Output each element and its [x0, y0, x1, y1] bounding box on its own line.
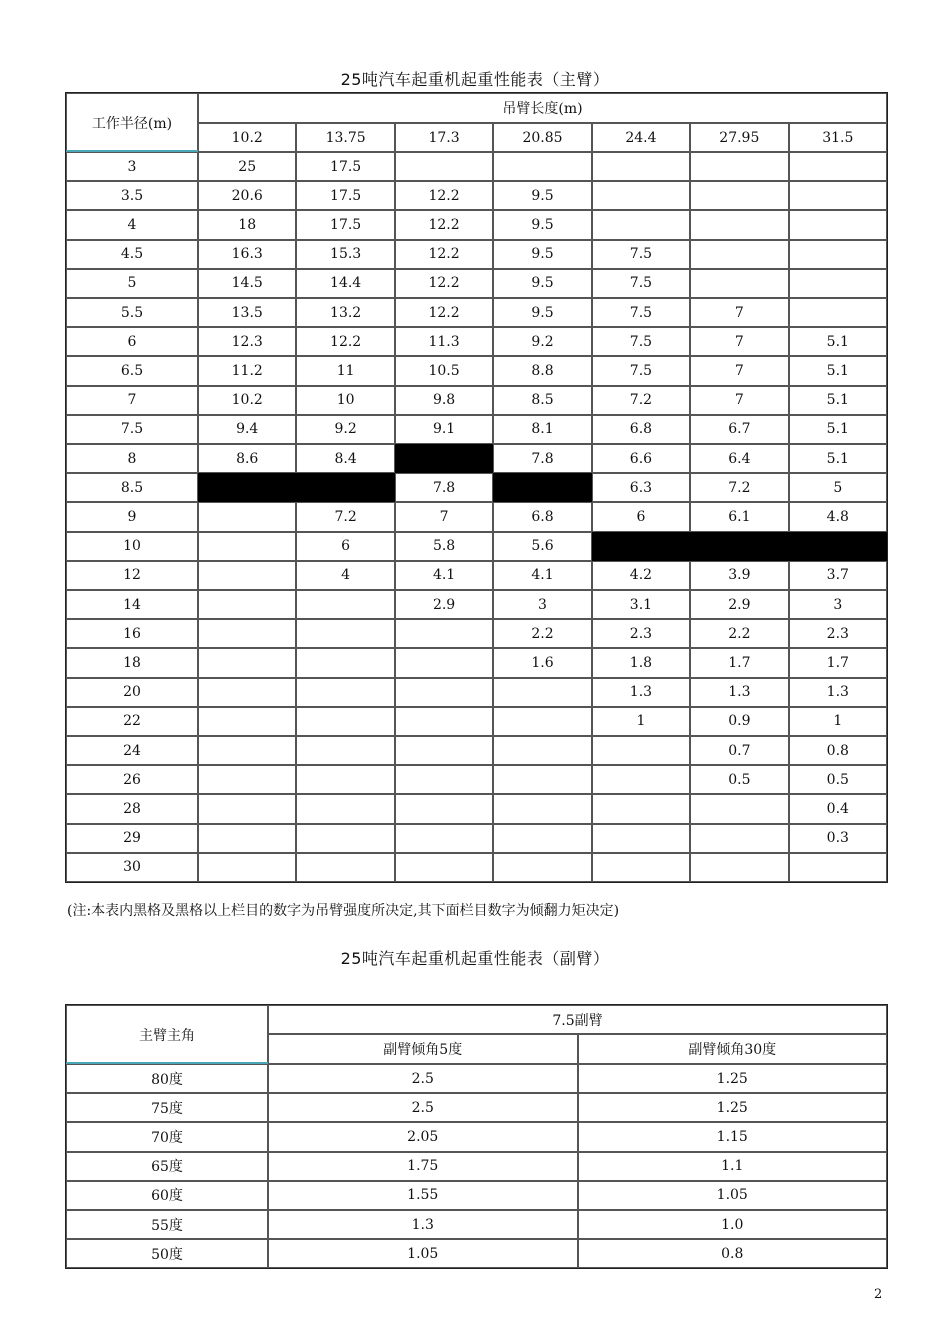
capacity-cell: 9.5	[493, 298, 591, 327]
radius-cell: 30	[66, 853, 198, 882]
jib-capacity-cell: 1.25	[578, 1093, 888, 1122]
capacity-cell: 1.7	[690, 648, 788, 677]
strength-limit-cell	[592, 532, 690, 561]
radius-cell: 22	[66, 707, 198, 736]
boom-length-col-header: 31.5	[789, 123, 887, 152]
capacity-cell: 7	[690, 386, 788, 415]
jib-angle-col-header: 副臂倾角30度	[578, 1034, 888, 1064]
capacity-cell: 4.2	[592, 561, 690, 590]
capacity-cell	[296, 853, 394, 882]
capacity-cell: 10.5	[395, 356, 493, 385]
capacity-cell	[592, 853, 690, 882]
radius-cell: 18	[66, 648, 198, 677]
capacity-cell: 5.1	[789, 356, 887, 385]
main-table-title: 25吨汽车起重机起重性能表（主臂）	[340, 70, 610, 89]
capacity-cell	[198, 824, 296, 853]
boom-length-header: 吊臂长度(m)	[198, 93, 887, 123]
capacity-cell	[296, 590, 394, 619]
page-number: 2	[874, 1287, 883, 1302]
capacity-cell: 14.4	[296, 269, 394, 298]
capacity-cell	[592, 210, 690, 239]
capacity-cell: 6.6	[592, 444, 690, 473]
capacity-cell: 7	[395, 502, 493, 531]
radius-cell: 6.5	[66, 356, 198, 385]
radius-cell: 26	[66, 765, 198, 794]
jib-capacity-cell: 1.1	[578, 1152, 888, 1181]
capacity-cell: 4.1	[395, 561, 493, 590]
radius-cell: 3.5	[66, 181, 198, 210]
capacity-cell: 13.2	[296, 298, 394, 327]
boom-angle-cell: 55度	[66, 1210, 268, 1239]
capacity-cell: 7.2	[296, 502, 394, 531]
capacity-cell	[198, 794, 296, 823]
capacity-cell: 12.2	[395, 181, 493, 210]
capacity-cell: 17.5	[296, 152, 394, 181]
boom-length-col-header: 24.4	[592, 123, 690, 152]
capacity-cell	[296, 619, 394, 648]
radius-cell: 24	[66, 736, 198, 765]
capacity-cell: 7	[690, 356, 788, 385]
capacity-cell	[198, 561, 296, 590]
radius-cell: 5.5	[66, 298, 198, 327]
capacity-cell: 12.2	[395, 298, 493, 327]
boom-angle-header: 主臂主角	[66, 1005, 268, 1064]
jib-capacity-cell: 2.5	[268, 1064, 578, 1093]
capacity-cell	[395, 707, 493, 736]
capacity-cell	[198, 648, 296, 677]
capacity-cell	[493, 794, 591, 823]
capacity-cell	[789, 181, 887, 210]
capacity-cell: 5.1	[789, 415, 887, 444]
capacity-cell	[198, 765, 296, 794]
capacity-cell: 12.2	[395, 210, 493, 239]
table-footnote: (注:本表内黑格及黑格以上栏目的数字为吊臂强度所决定,其下面栏目数字为倾翻力矩决定)	[67, 903, 620, 919]
capacity-cell	[789, 298, 887, 327]
capacity-cell	[395, 853, 493, 882]
capacity-cell: 17.5	[296, 181, 394, 210]
capacity-cell: 2.9	[690, 590, 788, 619]
capacity-cell	[493, 736, 591, 765]
jib-capacity-cell: 1.55	[268, 1181, 578, 1210]
capacity-cell	[198, 502, 296, 531]
boom-length-col-header: 27.95	[690, 123, 788, 152]
jib-angle-col-header: 副臂倾角5度	[268, 1034, 578, 1064]
capacity-cell: 5.1	[789, 386, 887, 415]
capacity-cell	[198, 619, 296, 648]
jib-capacity-cell: 1.25	[578, 1064, 888, 1093]
capacity-cell: 0.5	[789, 765, 887, 794]
capacity-cell: 9.5	[493, 181, 591, 210]
capacity-cell	[493, 152, 591, 181]
capacity-cell	[296, 736, 394, 765]
capacity-cell: 25	[198, 152, 296, 181]
radius-cell: 4.5	[66, 240, 198, 269]
capacity-cell: 1.8	[592, 648, 690, 677]
capacity-cell	[493, 707, 591, 736]
capacity-cell: 7.5	[592, 240, 690, 269]
capacity-cell: 2.9	[395, 590, 493, 619]
capacity-cell: 12.2	[395, 240, 493, 269]
capacity-cell: 5.8	[395, 532, 493, 561]
capacity-cell: 7.2	[592, 386, 690, 415]
capacity-cell	[395, 824, 493, 853]
capacity-cell: 8.1	[493, 415, 591, 444]
capacity-cell: 7.8	[395, 473, 493, 502]
capacity-cell	[198, 678, 296, 707]
capacity-cell	[690, 152, 788, 181]
capacity-cell: 0.9	[690, 707, 788, 736]
capacity-cell: 5.1	[789, 327, 887, 356]
radius-cell: 12	[66, 561, 198, 590]
capacity-cell: 2.3	[592, 619, 690, 648]
strength-limit-cell	[789, 532, 887, 561]
capacity-cell: 7.5	[592, 327, 690, 356]
capacity-cell: 1	[592, 707, 690, 736]
capacity-cell	[296, 648, 394, 677]
jib-capacity-cell: 1.75	[268, 1152, 578, 1181]
capacity-cell: 2.2	[493, 619, 591, 648]
boom-angle-cell: 50度	[66, 1239, 268, 1268]
capacity-cell	[789, 240, 887, 269]
capacity-cell: 7	[690, 327, 788, 356]
capacity-cell: 0.3	[789, 824, 887, 853]
strength-limit-cell	[493, 473, 591, 502]
capacity-cell	[592, 794, 690, 823]
capacity-cell: 4	[296, 561, 394, 590]
capacity-cell: 9.8	[395, 386, 493, 415]
capacity-cell	[395, 648, 493, 677]
capacity-cell: 6.3	[592, 473, 690, 502]
capacity-cell	[789, 152, 887, 181]
capacity-cell: 6.8	[493, 502, 591, 531]
capacity-cell: 1.6	[493, 648, 591, 677]
capacity-cell: 5	[789, 473, 887, 502]
radius-cell: 16	[66, 619, 198, 648]
radius-cell: 10	[66, 532, 198, 561]
capacity-cell	[789, 269, 887, 298]
capacity-cell: 7.8	[493, 444, 591, 473]
capacity-cell: 9.5	[493, 269, 591, 298]
capacity-cell: 6	[296, 532, 394, 561]
capacity-cell: 7.5	[592, 356, 690, 385]
capacity-cell: 9.5	[493, 240, 591, 269]
boom-angle-cell: 60度	[66, 1181, 268, 1210]
capacity-cell: 6.1	[690, 502, 788, 531]
capacity-cell: 18	[198, 210, 296, 239]
capacity-cell: 13.5	[198, 298, 296, 327]
radius-header: 工作半径(m)	[66, 93, 198, 152]
capacity-cell	[592, 181, 690, 210]
capacity-cell	[296, 765, 394, 794]
capacity-cell: 9.2	[296, 415, 394, 444]
capacity-cell: 3	[789, 590, 887, 619]
capacity-cell	[395, 794, 493, 823]
capacity-cell: 12.3	[198, 327, 296, 356]
capacity-cell: 0.8	[789, 736, 887, 765]
capacity-cell: 17.5	[296, 210, 394, 239]
capacity-cell: 4.1	[493, 561, 591, 590]
capacity-cell: 7.2	[690, 473, 788, 502]
capacity-cell: 6.7	[690, 415, 788, 444]
radius-cell: 4	[66, 210, 198, 239]
capacity-cell	[493, 824, 591, 853]
capacity-cell: 0.7	[690, 736, 788, 765]
capacity-cell	[690, 853, 788, 882]
capacity-cell	[198, 736, 296, 765]
capacity-cell: 7	[690, 298, 788, 327]
boom-length-col-header: 17.3	[395, 123, 493, 152]
capacity-cell: 3.7	[789, 561, 887, 590]
capacity-cell: 6.8	[592, 415, 690, 444]
capacity-cell	[690, 824, 788, 853]
jib-capacity-cell: 0.8	[578, 1239, 888, 1268]
capacity-cell: 10.2	[198, 386, 296, 415]
capacity-cell: 8.6	[198, 444, 296, 473]
capacity-cell: 6	[592, 502, 690, 531]
capacity-cell: 11.2	[198, 356, 296, 385]
boom-angle-cell: 70度	[66, 1122, 268, 1151]
jib-capacity-cell: 1.05	[578, 1181, 888, 1210]
capacity-cell	[592, 736, 690, 765]
capacity-cell	[690, 210, 788, 239]
radius-cell: 3	[66, 152, 198, 181]
capacity-cell	[395, 152, 493, 181]
capacity-cell	[296, 794, 394, 823]
capacity-cell: 14.5	[198, 269, 296, 298]
radius-cell: 5	[66, 269, 198, 298]
radius-cell: 6	[66, 327, 198, 356]
capacity-cell	[395, 736, 493, 765]
jib-load-table	[65, 1004, 888, 1269]
radius-cell: 8	[66, 444, 198, 473]
capacity-cell: 6.4	[690, 444, 788, 473]
capacity-cell: 1	[789, 707, 887, 736]
radius-cell: 29	[66, 824, 198, 853]
capacity-cell: 2.2	[690, 619, 788, 648]
capacity-cell	[690, 181, 788, 210]
jib-length-header: 7.5副臂	[268, 1005, 887, 1034]
capacity-cell	[198, 590, 296, 619]
capacity-cell	[789, 210, 887, 239]
capacity-cell: 0.4	[789, 794, 887, 823]
boom-angle-cell: 75度	[66, 1093, 268, 1122]
radius-cell: 9	[66, 502, 198, 531]
strength-limit-cell	[198, 473, 296, 502]
capacity-cell	[493, 853, 591, 882]
jib-capacity-cell: 1.15	[578, 1122, 888, 1151]
boom-angle-cell: 65度	[66, 1152, 268, 1181]
jib-capacity-cell: 2.5	[268, 1093, 578, 1122]
capacity-cell	[395, 678, 493, 707]
capacity-cell: 10	[296, 386, 394, 415]
radius-cell: 7	[66, 386, 198, 415]
jib-capacity-cell: 1.05	[268, 1239, 578, 1268]
capacity-cell: 1.3	[789, 678, 887, 707]
capacity-cell: 1.3	[592, 678, 690, 707]
capacity-cell	[395, 765, 493, 794]
capacity-cell: 1.7	[789, 648, 887, 677]
strength-limit-cell	[296, 473, 394, 502]
capacity-cell: 11.3	[395, 327, 493, 356]
capacity-cell: 2.3	[789, 619, 887, 648]
capacity-cell	[592, 152, 690, 181]
capacity-cell	[789, 853, 887, 882]
capacity-cell: 3.1	[592, 590, 690, 619]
strength-limit-cell	[690, 532, 788, 561]
radius-cell: 8.5	[66, 473, 198, 502]
radius-cell: 14	[66, 590, 198, 619]
capacity-cell: 15.3	[296, 240, 394, 269]
radius-cell: 7.5	[66, 415, 198, 444]
capacity-cell: 9.4	[198, 415, 296, 444]
capacity-cell: 8.5	[493, 386, 591, 415]
radius-cell: 28	[66, 794, 198, 823]
capacity-cell	[198, 532, 296, 561]
capacity-cell: 7.5	[592, 269, 690, 298]
radius-cell: 20	[66, 678, 198, 707]
capacity-cell	[592, 824, 690, 853]
boom-length-col-header: 20.85	[493, 123, 591, 152]
capacity-cell	[296, 707, 394, 736]
capacity-cell: 0.5	[690, 765, 788, 794]
capacity-cell	[395, 619, 493, 648]
capacity-cell: 20.6	[198, 181, 296, 210]
capacity-cell: 9.2	[493, 327, 591, 356]
capacity-cell	[296, 824, 394, 853]
jib-table-title: 25吨汽车起重机起重性能表（副臂）	[340, 949, 610, 968]
capacity-cell	[592, 765, 690, 794]
jib-capacity-cell: 2.05	[268, 1122, 578, 1151]
capacity-cell	[198, 707, 296, 736]
boom-length-col-header: 10.2	[198, 123, 296, 152]
capacity-cell	[198, 853, 296, 882]
capacity-cell: 8.4	[296, 444, 394, 473]
capacity-cell: 12.2	[395, 269, 493, 298]
capacity-cell	[493, 678, 591, 707]
capacity-cell	[690, 794, 788, 823]
capacity-cell	[493, 765, 591, 794]
capacity-cell: 11	[296, 356, 394, 385]
boom-angle-cell: 80度	[66, 1064, 268, 1093]
capacity-cell: 3.9	[690, 561, 788, 590]
capacity-cell: 5.1	[789, 444, 887, 473]
main-boom-load-table	[65, 92, 888, 883]
capacity-cell: 4.8	[789, 502, 887, 531]
boom-length-col-header: 13.75	[296, 123, 394, 152]
strength-limit-cell	[395, 444, 493, 473]
jib-capacity-cell: 1.3	[268, 1210, 578, 1239]
capacity-cell: 3	[493, 590, 591, 619]
capacity-cell: 1.3	[690, 678, 788, 707]
capacity-cell: 8.8	[493, 356, 591, 385]
capacity-cell: 16.3	[198, 240, 296, 269]
capacity-cell	[690, 269, 788, 298]
capacity-cell: 9.5	[493, 210, 591, 239]
capacity-cell	[690, 240, 788, 269]
capacity-cell: 9.1	[395, 415, 493, 444]
capacity-cell: 12.2	[296, 327, 394, 356]
capacity-cell: 7.5	[592, 298, 690, 327]
capacity-cell	[296, 678, 394, 707]
jib-capacity-cell: 1.0	[578, 1210, 888, 1239]
capacity-cell: 5.6	[493, 532, 591, 561]
